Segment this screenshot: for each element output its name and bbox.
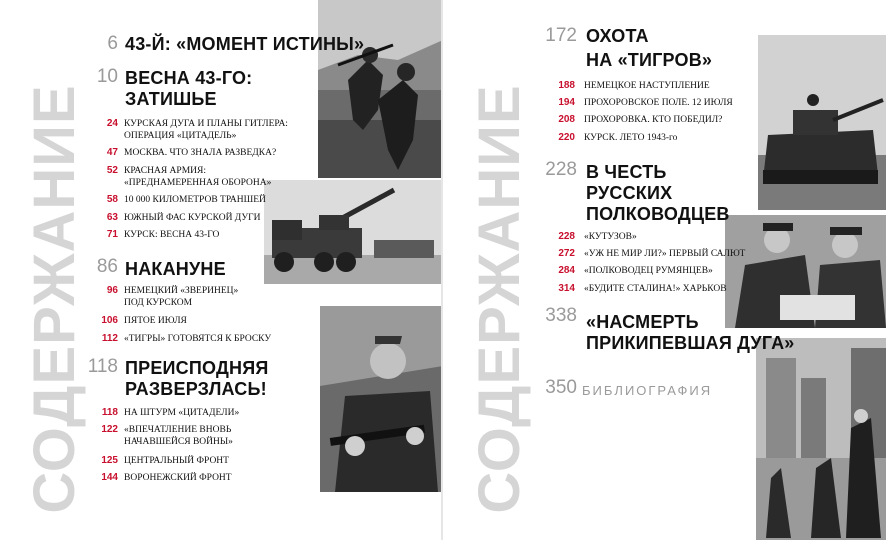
item-page-number: 272 <box>558 248 575 259</box>
page-number: 172 <box>545 25 577 46</box>
page-number: 86 <box>96 256 118 277</box>
item-title: МОСКВА. ЧТО ЗНАЛА РАЗВЕДКА? <box>124 148 277 158</box>
item-title: ЮЖНЫЙ ФАС КУРСКОЙ ДУГИ <box>124 213 261 223</box>
item-title: ПРОХОРОВКА. КТО ПОБЕДИЛ? <box>584 115 723 125</box>
photo-halftrack-gun <box>264 180 443 284</box>
item-title: «КУТУЗОВ» <box>584 232 637 242</box>
item-page-number: 106 <box>101 315 118 326</box>
page-number: 350 <box>545 377 577 398</box>
item-title: ЦЕНТРАЛЬНЫЙ ФРОНТ <box>124 456 229 466</box>
item-page-number: 52 <box>106 165 118 176</box>
item-title: НЕМЕЦКОЕ НАСТУПЛЕНИЕ <box>584 81 710 91</box>
item-title: 10 000 КИЛОМЕТРОВ ТРАНШЕЙ <box>124 195 266 205</box>
item-title: НЕМЕЦКИЙ «ЗВЕРИНЕЦ» <box>124 286 239 296</box>
item-title: ПЯТОЕ ИЮЛЯ <box>124 316 187 326</box>
section-title: ПРИКИПЕВШАЯ ДУГА» <box>586 333 795 353</box>
item-title: «БУДИТЕ СТАЛИНА!» ХАРЬКОВ <box>584 284 727 294</box>
item-title: «ВПЕЧАТЛЕНИЕ ВНОВЬ <box>124 425 232 435</box>
page-number: 118 <box>87 356 118 377</box>
section-title: В ЧЕСТЬ <box>586 162 667 182</box>
item-title: КУРСК. ЛЕТО 1943-го <box>584 133 678 143</box>
item-page-number: 125 <box>101 455 118 466</box>
item-page-number: 47 <box>106 147 118 158</box>
photo-soldiers-attack <box>318 0 443 178</box>
item-page-number: 208 <box>558 114 575 125</box>
item-title: ВОРОНЕЖСКИЙ ФРОНТ <box>124 473 232 483</box>
item-title: НАЧАВШЕЙСЯ ВОЙНЫ» <box>124 437 233 447</box>
item-title: КРАСНАЯ АРМИЯ: <box>124 166 206 176</box>
item-page-number: 112 <box>101 333 118 344</box>
section-title: ПРЕИСПОДНЯЯ <box>125 358 269 378</box>
item-page-number: 118 <box>101 407 118 418</box>
item-title: ПОД КУРСКОМ <box>124 298 193 308</box>
item-title: «ТИГРЫ» ГОТОВЯТСЯ К БРОСКУ <box>124 334 272 344</box>
item-title: НА ШТУРМ «ЦИТАДЕЛИ» <box>124 408 240 418</box>
photo-ruined-city <box>756 338 886 540</box>
section-title: ЗАТИШЬЕ <box>125 89 217 109</box>
item-page-number: 122 <box>101 424 118 435</box>
section-title: НАКАНУНЕ <box>125 259 226 279</box>
item-page-number: 63 <box>106 212 118 223</box>
photo-soldier-with-gun <box>320 306 443 492</box>
section-title: ВЕСНА 43-ГО: <box>125 68 253 88</box>
page-number: 10 <box>96 66 118 87</box>
photo-commanders-map <box>725 215 886 328</box>
item-page-number: 58 <box>106 194 118 205</box>
vertical-title-left: СОДЕРЖАНИЕ <box>22 84 87 514</box>
item-title: ПРОХОРОВСКОЕ ПОЛЕ. 12 ИЮЛЯ <box>584 98 733 108</box>
section-title: 43-Й: «МОМЕНТ ИСТИНЫ» <box>125 34 365 54</box>
item-page-number: 228 <box>558 231 575 242</box>
item-page-number: 314 <box>558 283 575 294</box>
item-page-number: 284 <box>558 265 575 276</box>
section-title: РУССКИХ <box>586 183 673 203</box>
item-page-number: 188 <box>558 80 575 91</box>
bibliography-title: БИБЛИОГРАФИЯ <box>582 383 713 398</box>
item-page-number: 220 <box>558 132 575 143</box>
section-title: РАЗВЕРЗЛАСЬ! <box>125 379 267 399</box>
item-page-number: 71 <box>106 229 118 240</box>
item-page-number: 144 <box>101 472 118 483</box>
item-title: «ПРЕДНАМЕРЕННАЯ ОБОРОНА» <box>124 178 272 188</box>
vertical-title-right: СОДЕРЖАНИЕ <box>467 84 532 514</box>
item-title: «УЖ НЕ МИР ЛИ?» ПЕРВЫЙ САЛЮТ <box>584 249 746 259</box>
section-title: ОХОТА <box>586 26 649 46</box>
page-number: 228 <box>545 159 577 180</box>
page-number: 6 <box>107 33 118 54</box>
section-title: «НАСМЕРТЬ <box>586 312 699 332</box>
item-page-number: 24 <box>106 118 118 129</box>
right-page <box>443 0 886 540</box>
item-title: ОПЕРАЦИЯ «ЦИТАДЕЛЬ» <box>124 131 237 141</box>
item-title: КУРСКАЯ ДУГА И ПЛАНЫ ГИТЛЕРА: <box>124 119 288 129</box>
photo-tank-field <box>758 35 886 210</box>
item-page-number: 96 <box>106 285 118 296</box>
item-title: «ПОЛКОВОДЕЦ РУМЯНЦЕВ» <box>584 266 713 276</box>
page-number: 338 <box>545 305 577 326</box>
section-title: НА «ТИГРОВ» <box>586 50 713 70</box>
section-title: ПОЛКОВОДЦЕВ <box>586 204 730 224</box>
item-title: КУРСК: ВЕСНА 43-ГО <box>124 230 220 240</box>
item-page-number: 194 <box>558 97 575 108</box>
